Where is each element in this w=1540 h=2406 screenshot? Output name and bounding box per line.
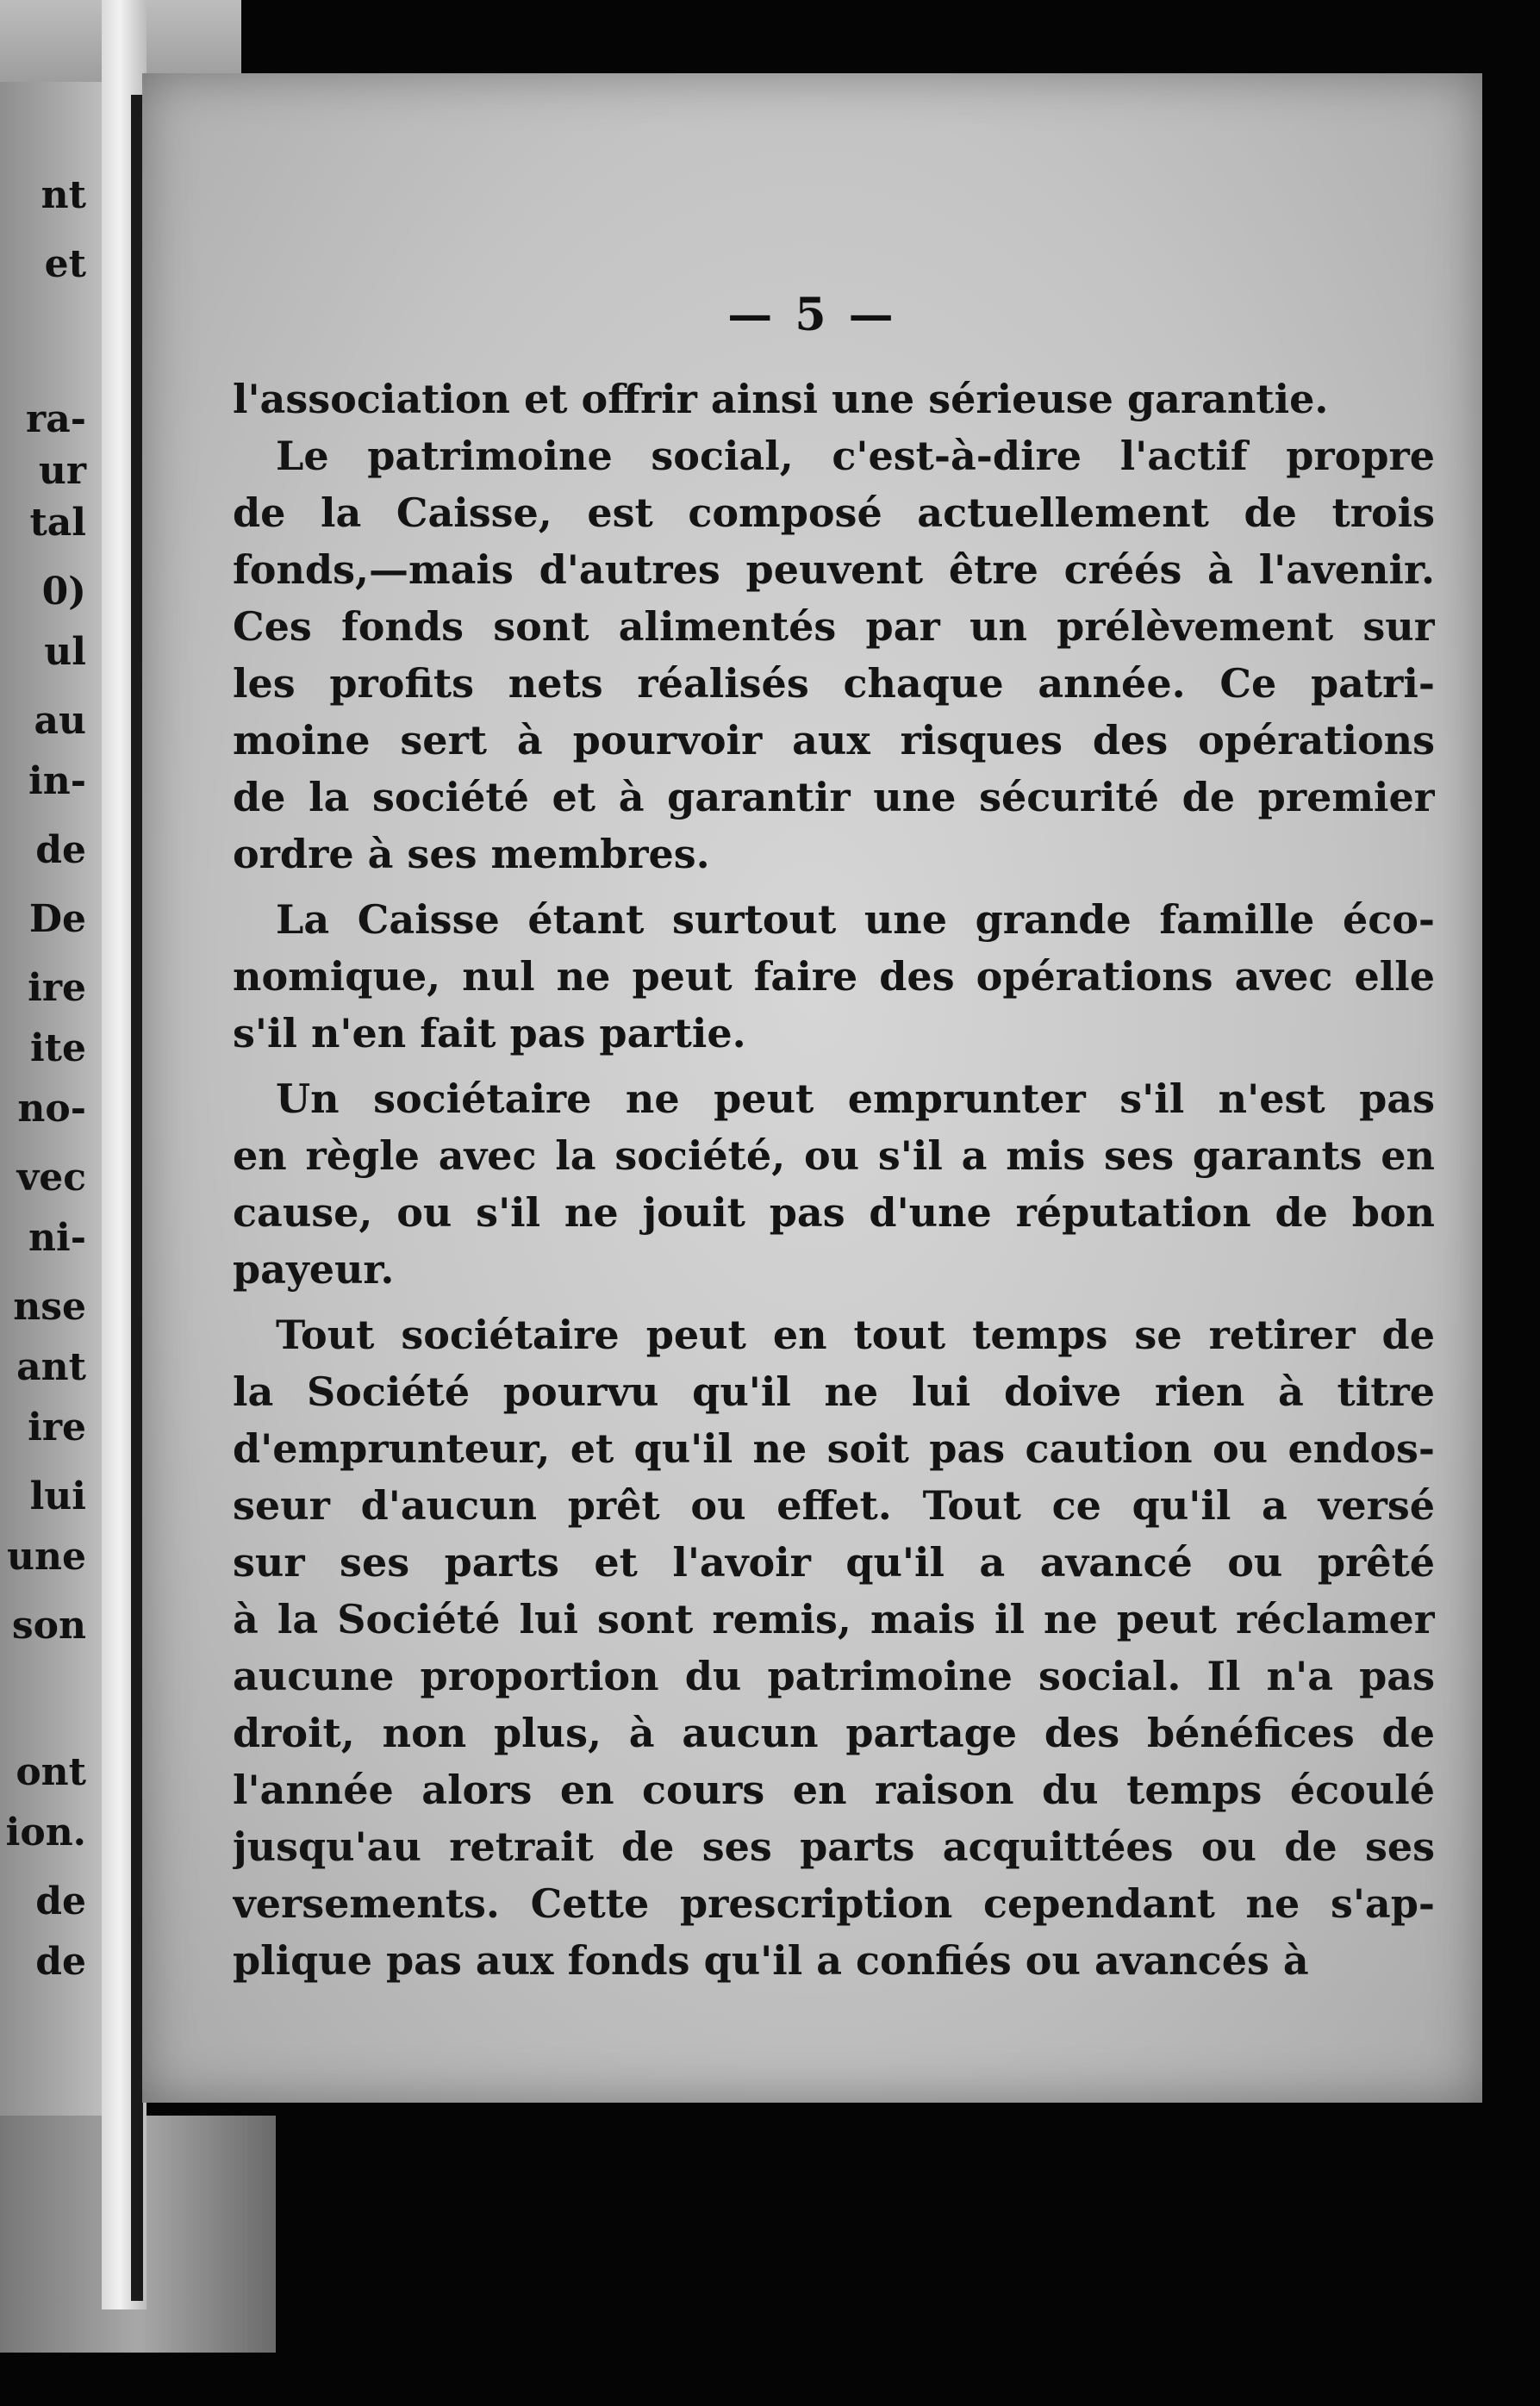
line-text: moine sert à pourvoir aux risques des opérations	[233, 717, 1435, 764]
line-text: à la Société lui sont remis, mais il ne peut réclamer	[233, 1596, 1435, 1642]
paragraph	[233, 427, 1435, 882]
text-line	[233, 1127, 1435, 1184]
text-line	[233, 1363, 1435, 1420]
text-line	[233, 1306, 1435, 1363]
left-page-fragment: in-	[28, 759, 86, 803]
left-page-fragment: et	[44, 242, 86, 286]
text-line	[233, 427, 1435, 484]
left-page-fragment: lui	[29, 1474, 86, 1518]
line-text: Tout sociétaire peut en tout temps se retirer de	[276, 1312, 1435, 1358]
line-text: plique pas aux fonds qu'il a confiés ou avancés à	[233, 1937, 1309, 1984]
line-text: cause, ou s'il ne jouit pas d'une réputation de bon	[233, 1189, 1435, 1236]
page-number: — 5 —	[727, 289, 897, 341]
line-text: payeur.	[233, 1246, 395, 1293]
text-line	[233, 1420, 1435, 1477]
line-text: Ces fonds sont alimentés par un prélèvement sur	[233, 603, 1435, 650]
left-page-fragment: no-	[17, 1087, 86, 1131]
line-text: droit, non plus, à aucun partage des bénéfices de	[233, 1710, 1435, 1756]
line-text: aucune proportion du patrimoine social. Il n'a pas	[233, 1653, 1435, 1699]
text-line	[233, 891, 1435, 948]
left-page-fragment: ul	[44, 630, 86, 674]
left-page-fragment: son	[11, 1604, 86, 1648]
paragraph	[233, 891, 1435, 1062]
text-line	[233, 826, 1435, 882]
line-text: la Société pourvu qu'il ne lui doive rien à titre	[233, 1368, 1435, 1415]
line-text: Un sociétaire ne peut emprunter s'il n'est pas	[276, 1075, 1435, 1122]
text-line	[233, 1005, 1435, 1062]
line-text: versements. Cette prescription cependant ne s'ap-	[233, 1880, 1435, 1927]
left-page-fragment: ant	[16, 1345, 86, 1389]
left-page-fragment: De	[28, 897, 86, 941]
line-text: d'emprunteur, et qu'il ne soit pas caution ou endos-	[233, 1425, 1435, 1472]
line-text: l'année alors en cours en raison du temps écoulé	[233, 1767, 1435, 1813]
left-page-fragment: ite	[29, 1026, 86, 1070]
left-page-fragment: nt	[41, 173, 86, 217]
left-page-fragment: une	[7, 1535, 86, 1579]
paragraph-gap	[233, 882, 1435, 891]
text-line	[233, 1184, 1435, 1241]
line-text: seur d'aucun prêt ou effet. Tout ce qu'il a versé	[233, 1482, 1435, 1529]
left-page-fragment: ont	[16, 1750, 86, 1794]
text-line	[233, 541, 1435, 598]
line-text: sur ses parts et l'avoir qu'il a avancé ou prêté	[233, 1539, 1435, 1586]
text-line	[233, 712, 1435, 769]
line-text: de la société et à garantir une sécurité de premier	[233, 774, 1435, 820]
text-line	[233, 371, 1435, 427]
binding-shadow	[131, 95, 143, 2301]
text-line	[233, 1875, 1435, 1932]
text-line	[233, 1648, 1435, 1705]
text-line	[233, 1070, 1435, 1127]
line-text: s'il n'en fait pas partie.	[233, 1010, 746, 1057]
paragraph	[233, 1306, 1435, 1989]
document-page	[142, 73, 1482, 2103]
line-text: La Caisse étant surtout une grande famille éco-	[276, 896, 1435, 943]
text-line	[233, 1591, 1435, 1648]
text-line	[233, 1932, 1435, 1989]
line-text: l'association et offrir ainsi une sérieuse garantie.	[233, 376, 1329, 422]
paragraph-gap	[233, 1062, 1435, 1070]
text-line	[233, 1534, 1435, 1591]
left-page-fragment: de	[35, 1879, 86, 1923]
left-page-fragment: ra-	[26, 397, 86, 441]
left-page-fragment: ni-	[28, 1216, 86, 1260]
text-line	[233, 1705, 1435, 1761]
line-text: les profits nets réalisés chaque année. Ce patri-	[233, 660, 1435, 707]
text-line	[233, 1477, 1435, 1534]
left-page-fragment: ion.	[5, 1811, 86, 1854]
line-text: de la Caisse, est composé actuellement de trois	[233, 489, 1435, 536]
text-line	[233, 1761, 1435, 1818]
line-text: nomique, nul ne peut faire des opérations avec elle	[233, 953, 1435, 1000]
left-page-fragment: vec	[16, 1156, 86, 1200]
left-page-fragment: ire	[28, 1406, 86, 1449]
left-page-fragment: nse	[13, 1285, 86, 1329]
paragraph	[233, 1070, 1435, 1298]
line-text: ordre à ses membres.	[233, 831, 710, 877]
body-text	[233, 371, 1435, 1989]
line-text: jusqu'au retrait de ses parts acquittées ou de ses	[233, 1823, 1435, 1870]
text-line	[233, 655, 1435, 712]
line-text: Le patrimoine social, c'est-à-dire l'actif propre	[276, 433, 1435, 479]
paragraph-gap	[233, 1298, 1435, 1306]
left-page-fragment: 0)	[41, 570, 86, 614]
text-line	[233, 484, 1435, 541]
left-page-fragment: ire	[28, 966, 86, 1010]
paragraph	[233, 371, 1435, 427]
left-page-fragment: au	[34, 699, 86, 743]
text-line	[233, 1818, 1435, 1875]
line-text: fonds,—mais d'autres peuvent être créés à l'avenir.	[233, 546, 1435, 593]
line-text: en règle avec la société, ou s'il a mis ses garants en	[233, 1132, 1435, 1179]
text-line	[233, 598, 1435, 655]
text-line	[233, 1241, 1435, 1298]
text-line	[233, 948, 1435, 1005]
text-line	[233, 769, 1435, 826]
left-page-fragment: de	[35, 828, 86, 872]
left-page-fragment: ur	[38, 449, 86, 493]
left-page-fragment: tal	[29, 501, 86, 545]
left-page-fragment: de	[35, 1940, 86, 1984]
